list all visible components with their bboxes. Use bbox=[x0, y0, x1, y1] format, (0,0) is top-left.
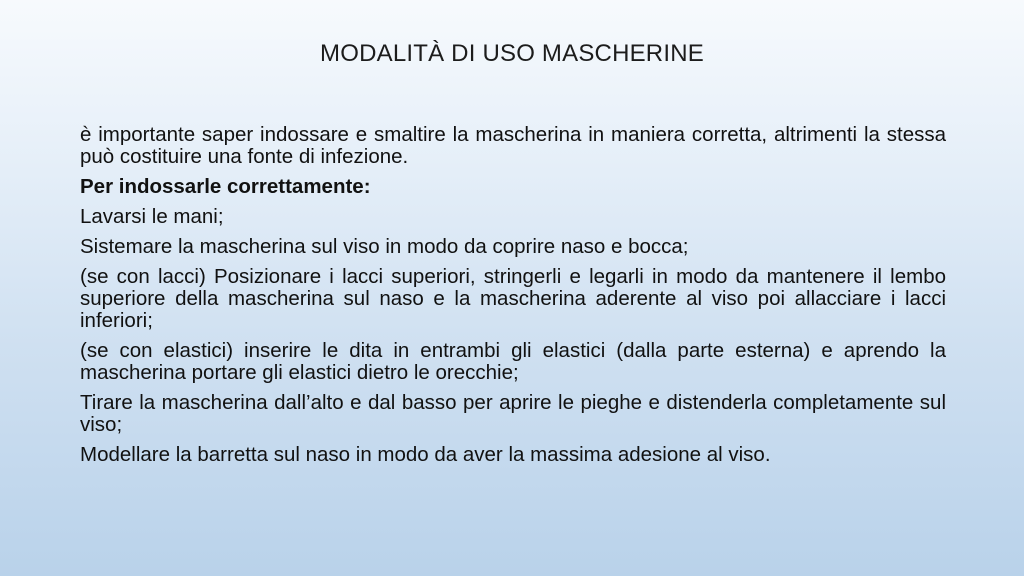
step-elastics: (se con elastici) inserire le dita in entrambi gli elastici (dalla parte esterna) e aprendo la mascherina portare gli elastici dietro le orecchie; bbox=[80, 339, 946, 384]
slide-title: MODALITÀ DI USO MASCHERINE bbox=[320, 40, 704, 67]
section-heading: Per indossarle correttamente: bbox=[80, 175, 371, 198]
step-position-mask: Sistemare la mascherina sul viso in modo da coprire naso e bocca; bbox=[80, 235, 689, 258]
slide-body bbox=[80, 124, 946, 474]
step-ties: (se con lacci) Posizionare i lacci superiori, stringerli e legarli in modo da mantenere il lembo superiore della mascherina sul naso e la mascherina aderente al viso poi allacciare i lacci inferiori; bbox=[80, 265, 946, 332]
step-nose-bar: Modellare la barretta sul naso in modo da aver la massima adesione al viso. bbox=[80, 443, 771, 466]
step-unfold: Tirare la mascherina dall’alto e dal basso per aprire le pieghe e distenderla completamente sul viso; bbox=[80, 391, 946, 436]
intro-paragraph: è importante saper indossare e smaltire la mascherina in maniera corretta, altrimenti la stessa può costituire una fonte di infezione. bbox=[80, 123, 946, 168]
step-wash-hands: Lavarsi le mani; bbox=[80, 205, 224, 228]
